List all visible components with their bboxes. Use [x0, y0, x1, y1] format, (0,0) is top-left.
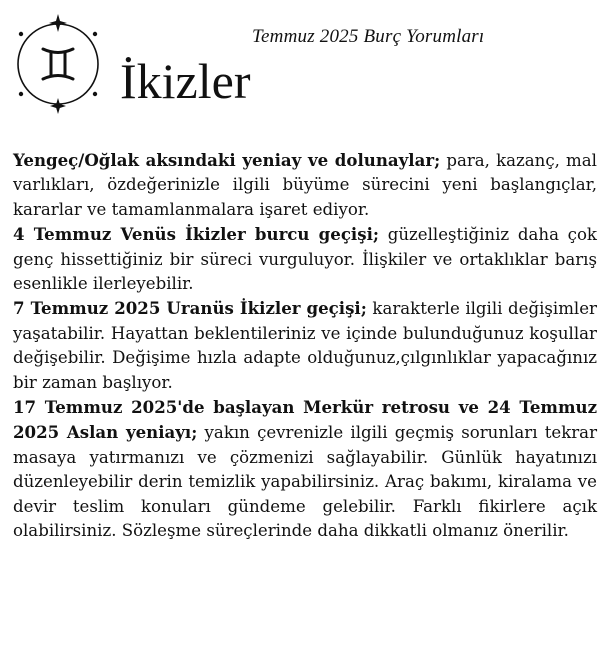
- paragraph-text: para, kazanç, mal varlıkları, özdeğerinizle ilgili büyüme sürecini yeni başlangıçlar, kararlar ve tamamlanmalara işaret ediyor.: [13, 151, 597, 219]
- page-title: İkizler: [120, 53, 251, 109]
- paragraph-text: güzelleştiğiniz daha çok genç hissettiğiniz bir süreci vurguluyor. İlişkiler ve ortaklıklar barış esenlikle ilerleyebilir.: [13, 225, 597, 294]
- paragraph-venus-transit: [13, 222, 597, 296]
- gemini-zodiac-icon: [8, 12, 108, 116]
- paragraph-uranus-transit: [13, 296, 597, 395]
- horoscope-body: [13, 148, 597, 544]
- paragraph-mercury-retrograde: [13, 395, 597, 543]
- paragraph-heading: 4 Temmuz Venüs İkizler burcu geçişi;: [13, 224, 380, 245]
- paragraph-text: karakterle ilgili değişimler yaşatabilir. Hayattan beklentileriniz ve içinde bulunduğunuz koşullar değişebilir. Değişime hızla adapte olduğunuz,çılgınlıklar yapacağınız bir zaman başlıyor.: [13, 299, 597, 392]
- paragraph-text: yakın çevrenizle ilgili geçmiş sorunları tekrar masaya yatırmanızı ve çözmenizi sağlayabilir. Günlük hayatınızı düzenleyebilir derin temizlik yapabilirsiniz. Araç bakımı, kiralama ve devir teslim konuları gündeme gelebilir. Farklı fikirlere açık olabilirsiniz. Sözleşme süreçlerinde daha dikkatli olmanız önerilir.: [13, 423, 598, 541]
- gemini-emblem: [8, 12, 108, 116]
- paragraph-new-full-moons: [13, 148, 597, 222]
- paragraph-heading: 17 Temmuz 2025'de başlayan Merkür retrosu ve 24 Temmuz 2025 Aslan yeniayı;: [13, 397, 597, 443]
- page-subtitle: Temmuz 2025 Burç Yorumları: [252, 26, 485, 47]
- paragraph-heading: 7 Temmuz 2025 Uranüs İkizler geçişi;: [13, 298, 367, 319]
- paragraph-heading: Yengeç/Oğlak aksındaki yeniay ve dolunaylar;: [13, 150, 441, 170]
